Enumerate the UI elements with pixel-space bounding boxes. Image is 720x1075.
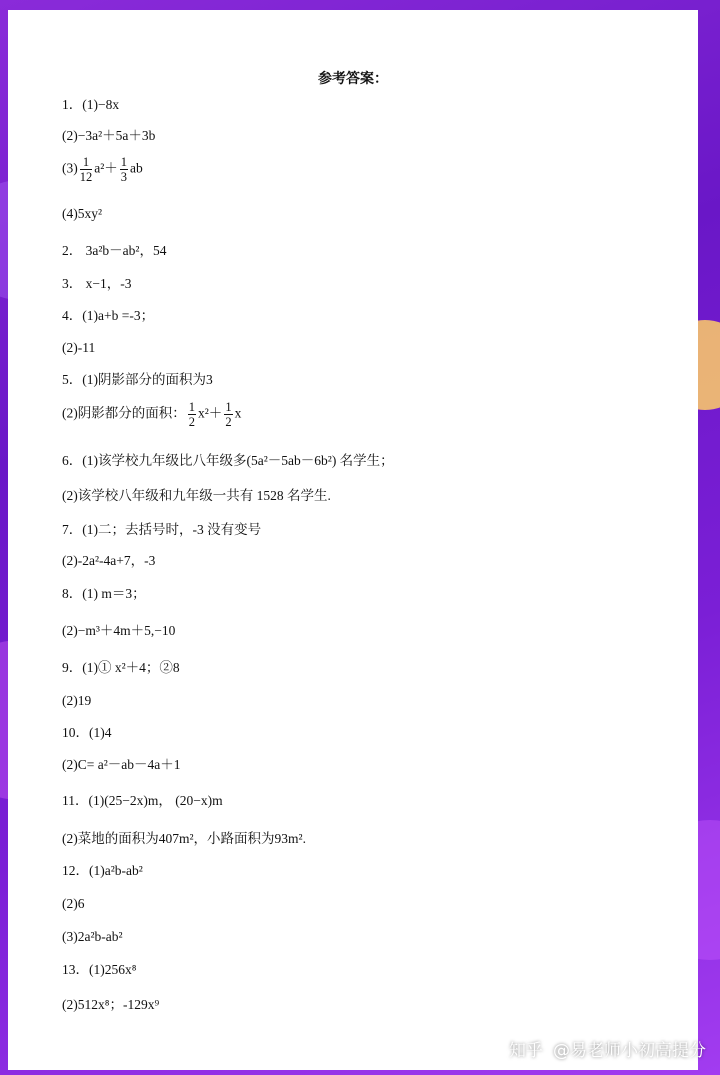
page-title: 参考答案：	[318, 70, 388, 86]
fraction	[80, 155, 93, 184]
answer-line: (2)C= a²－ab－4a＋1	[62, 757, 181, 772]
fraction-numerator: 1	[120, 155, 128, 169]
answer-line: 2． 3a²b－ab²，54	[62, 243, 167, 258]
fraction-denominator: 12	[79, 170, 93, 184]
watermark-author: @易老师小初高提分	[553, 1041, 706, 1061]
answer-line: (2)−m³＋4m＋5,−10	[62, 623, 176, 638]
answer-line: 6．(1)该学校九年级比八年级多(5a²－5ab－6b²) 名学生；	[62, 453, 394, 468]
answer-line: (2)-2a²-4a+7，-3	[62, 553, 156, 568]
answer-line: 9．(1)① x²＋4；②8	[62, 660, 180, 675]
answer-line	[62, 400, 241, 429]
answer-line: (2)−3a²＋5a＋3b	[62, 128, 156, 143]
answer-line: (4)5xy²	[62, 206, 103, 221]
answer-suffix: ab	[130, 160, 143, 176]
answer-line: 3． x−1，-3	[62, 276, 132, 291]
fraction	[188, 400, 196, 429]
answer-middle: a²＋	[94, 160, 118, 176]
answer-line: (2)6	[62, 896, 85, 911]
fraction	[224, 400, 232, 429]
answer-line: (2)菜地的面积为407m²，小路面积为93m².	[62, 831, 306, 846]
fraction-denominator: 2	[188, 415, 195, 429]
answer-sheet	[8, 10, 698, 1070]
answer-line: (2)-11	[62, 340, 96, 355]
fraction-numerator: 1	[188, 400, 195, 414]
answer-prefix: (3)	[62, 160, 78, 176]
watermark-brand: 知乎	[509, 1041, 543, 1061]
answer-line: 4．(1)a+b =-3；	[62, 308, 155, 323]
answer-line: (2)512x⁸；-129x⁹	[62, 997, 160, 1012]
answer-middle: x²＋	[198, 405, 223, 421]
answer-line: 12．(1)a²b-ab²	[62, 863, 143, 878]
answer-line: (3)2a²b-ab²	[62, 929, 123, 944]
fraction-numerator: 1	[80, 155, 93, 170]
answer-line: 13．(1)256x⁸	[62, 962, 137, 977]
fraction-denominator: 3	[120, 170, 128, 184]
answer-suffix: x	[234, 405, 242, 421]
answer-line: 10．(1)4	[62, 725, 112, 740]
answer-line: (2)19	[62, 693, 92, 708]
watermark	[509, 1036, 706, 1061]
answer-line: 1．(1)−8x	[62, 97, 120, 112]
answer-line: 5．(1)阴影部分的面积为3	[62, 372, 213, 387]
answer-prefix: (2)阴影都分的面积：	[62, 405, 186, 421]
fraction-numerator: 1	[225, 400, 232, 414]
fraction	[120, 155, 128, 184]
answer-line: (2)该学校八年级和九年级一共有 1528 名学生.	[62, 488, 331, 503]
answer-line: 8．(1) m＝3；	[62, 586, 146, 601]
answer-line: 7．(1)二；去括号时，-3 没有变号	[62, 522, 262, 537]
answer-line	[62, 155, 143, 184]
answer-line: 11．(1)(25−2x)m， (20−x)m	[62, 793, 223, 808]
fraction-denominator: 2	[225, 415, 232, 429]
